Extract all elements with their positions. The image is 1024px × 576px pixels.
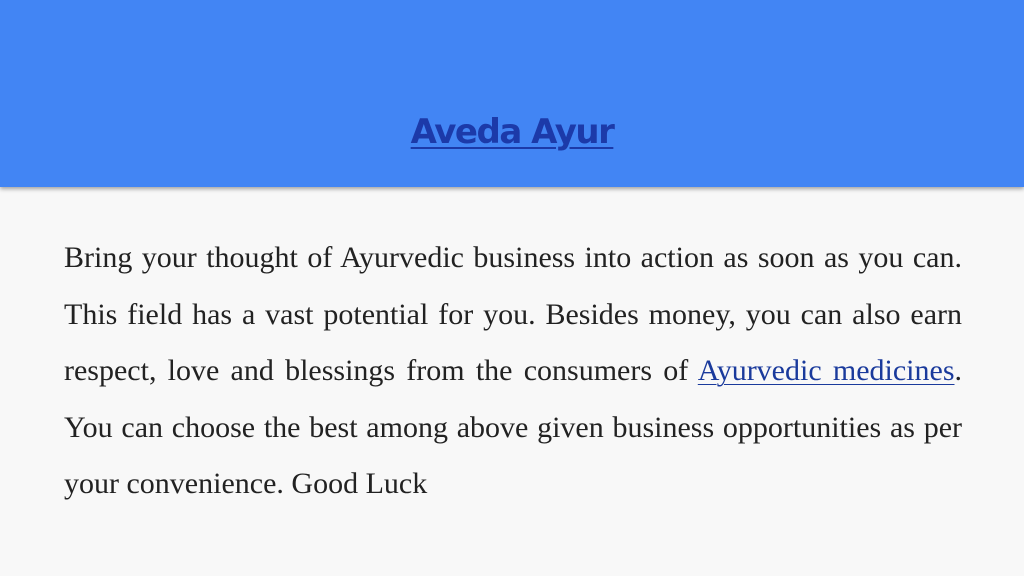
header-banner bbox=[0, 0, 1024, 187]
page-title bbox=[0, 108, 1024, 156]
body-text-part2: . You can choose the best among above given business opportunities as per your convenience. Good Luck bbox=[64, 354, 962, 500]
ayurvedic-medicines-link[interactable]: Ayurvedic medicines bbox=[697, 354, 955, 387]
title-link[interactable]: Aveda Ayur bbox=[410, 112, 614, 152]
body-text-part1: Bring your thought of Ayurvedic business into action as soon as you can. This field has a vast potential for you. Besides money, you can also earn respect, love and blessings from the consumers of bbox=[64, 241, 962, 387]
body-paragraph bbox=[64, 230, 962, 513]
